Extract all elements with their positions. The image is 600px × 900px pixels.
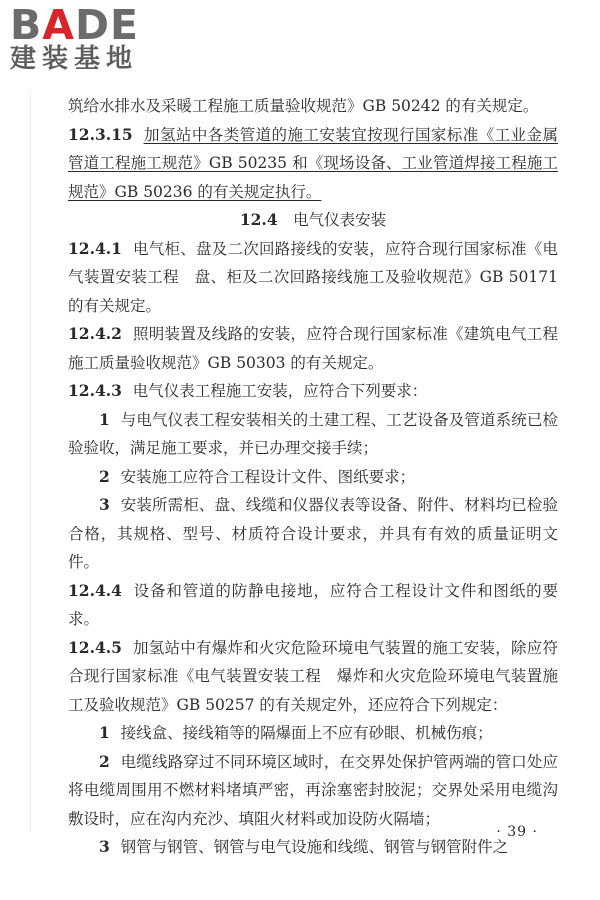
clause-number: 12.4.3: [68, 381, 122, 400]
item-text: 钢管与钢管、钢管与电气设施和线缆、钢管与钢管附件之: [120, 838, 509, 856]
list-item: [68, 406, 558, 463]
item-number: 3: [99, 837, 110, 856]
clause-12-4-5: [68, 634, 558, 720]
item-text: 与电气仪表工程安装相关的土建工程、工艺设备及管道系统已检验验收，满足施工要求，并已办理交接手续；: [68, 410, 558, 457]
page-number: · 39 ·: [496, 824, 538, 840]
section-heading: [68, 206, 558, 235]
clause-12-4-2: [68, 320, 558, 377]
page-margin-line: [30, 92, 31, 832]
clause-number: 12.3.15: [68, 124, 133, 144]
clause-text: 电气仪表工程施工安装，应符合下列要求：: [132, 382, 428, 400]
clause-text: 照明装置及线路的安装，应符合现行国家标准《建筑电气工程施工质量验收规范》GB 50303 的有关规定。: [68, 325, 558, 372]
clause-text: 设备和管道的防静电接地，应符合工程设计文件和图纸的要求。: [68, 581, 558, 628]
list-item: [68, 719, 558, 748]
clause-text: 电气柜、盘及二次回路接线的安装，应符合现行国家标准《电气装置安装工程 盘、柜及二次回路接线施工及验收规范》GB 50171 的有关规定。: [68, 239, 558, 315]
continuation-paragraph: 筑给水排水及采暖工程施工质量验收规范》GB 50242 的有关规定。: [68, 97, 539, 115]
clause-text: 加氢站中各类管道的施工安装宜按现行国家标准《工业金属管道工程施工规范》GB 50235 和《现场设备、工业管道焊接工程施工规范》GB 50236 的有关规定执行。: [68, 125, 558, 201]
list-item: [68, 748, 558, 834]
clause-number: 12.4.5: [68, 637, 122, 657]
clause-text: 加氢站中有爆炸和火灾危险环境电气装置的施工安装，除应符合现行国家标准《电气装置安装工程 爆炸和火灾危险环境电气装置施工及验收规范》GB 50257 的有关规定外，还应符合下列规定：: [68, 638, 558, 714]
list-item: [68, 833, 558, 862]
item-number: 1: [99, 409, 110, 429]
item-text: 接线盒、接线箱等的隔爆面上不应有砂眼、机械伤痕；: [120, 724, 493, 742]
item-number: 3: [99, 495, 110, 514]
logo-subtitle: 建装基地: [10, 44, 139, 74]
item-number: 2: [99, 751, 110, 771]
item-text: 电缆线路穿过不同环境区域时，在交界处保护管两端的管口处应将电缆周围用不燃材料堵填严密，再涂塞密封胶泥；交界处采用电缆沟敷设时，应在沟内充沙、填阻火材料或加设防火隔墙；: [68, 752, 558, 828]
item-number: 1: [99, 723, 110, 742]
item-text: 安装施工应符合工程设计文件、图纸要求；: [120, 467, 416, 486]
clause-12-4-4: [68, 577, 558, 634]
bade-logo: [10, 2, 180, 74]
list-item: [68, 491, 558, 577]
clause-12-4-1: [68, 235, 558, 321]
section-number: 12.4: [239, 210, 278, 229]
clause-number: 12.4.4: [68, 580, 122, 600]
clause-number: 12.4.1: [68, 238, 122, 258]
item-number: 2: [99, 466, 110, 486]
document-body: [68, 92, 558, 862]
clause-number: 12.4.2: [68, 324, 122, 343]
clause-12-3-15: [68, 121, 558, 207]
section-title: 电气仪表安装: [293, 211, 387, 229]
item-text: 安装所需柜、盘、线缆和仪器仪表等设备、附件、材料均已检验合格，其规格、型号、材质符合设计要求，并具有有效的质量证明文件。: [68, 496, 558, 571]
clause-12-4-3: [68, 377, 558, 406]
logo-brand: BADE: [10, 1, 140, 49]
list-item: [68, 463, 558, 492]
